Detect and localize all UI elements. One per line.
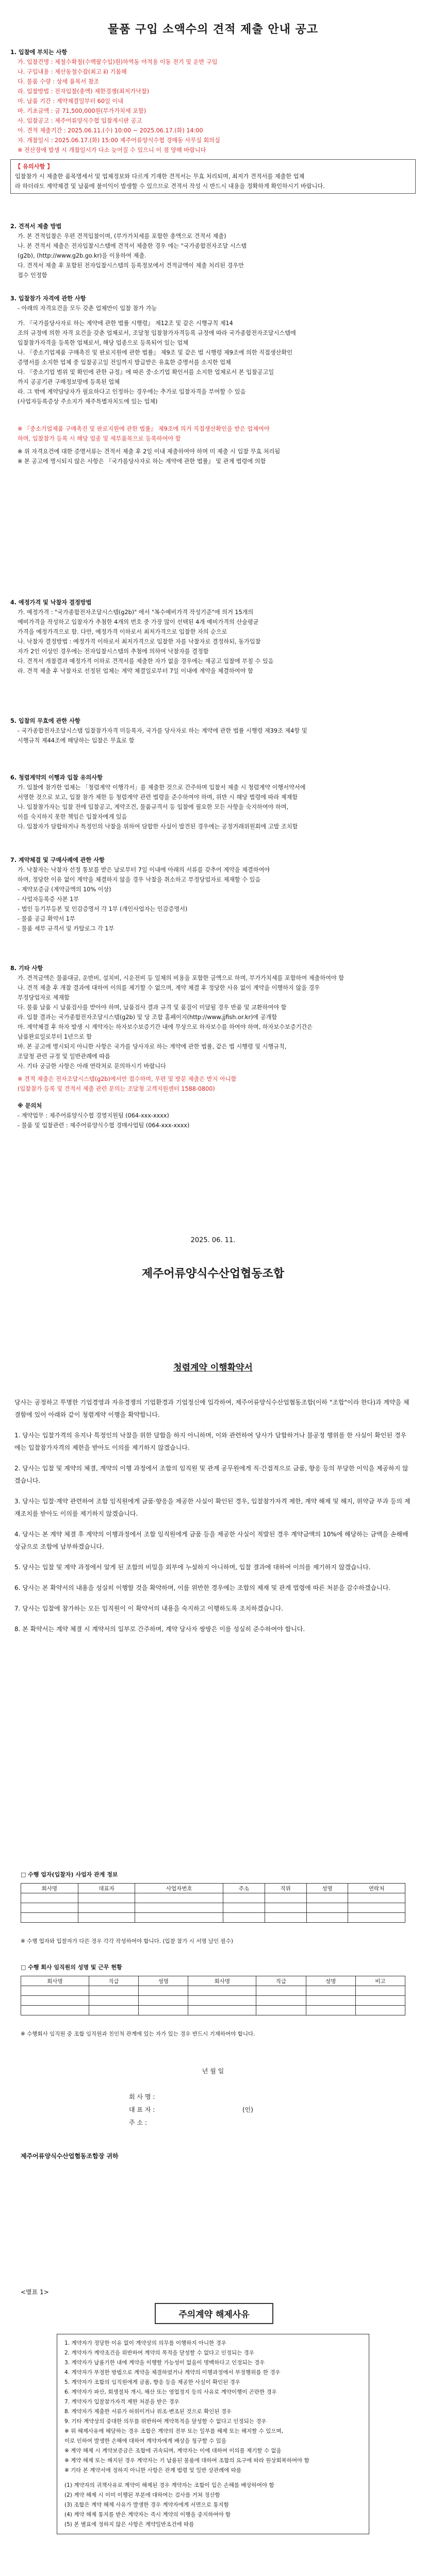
- notice-line: 아. 견적 제출기간 : 2025.06.11.(수) 10:00 ~ 2025.06.17.(화) 14:00: [18, 127, 203, 134]
- table-cell[interactable]: [265, 1903, 306, 1913]
- section-4: [10, 598, 416, 676]
- notice-line: 접수 인정함: [18, 272, 47, 279]
- contact-lines: [18, 1111, 416, 1130]
- annex-item: ※ 기타 본 계약서에 정하지 아니한 사항은 관계 법령 및 일반 상관례에 따름: [64, 2467, 241, 2473]
- table-row: [21, 1913, 405, 1923]
- table-cell[interactable]: [135, 1903, 223, 1913]
- pledge-paragraph: 당사는 공정하고 투명한 기업경영과 자유경쟁의 기업환경과 기업정신에 입각하여, 제주어류양식수산업협동조합(이하 "조합"이라 한다)과 계약을 체결함에 있어 아래와 같이 청렴계약 이행을 확약합니다.: [14, 1399, 409, 1418]
- pledge-paragraph: 3. 당사는 입찰·계약 관련하여 조합 임직원에게 금품·향응을 제공한 사실이 확인된 경우, 입찰참가자격 제한, 계약 해제 및 해지, 위약금 부과 등의 제재조치를 받아도 이의를 제기하지 않겠습니다.: [14, 1498, 411, 1517]
- table-header-cell: 성명: [306, 1976, 355, 1986]
- table-cell[interactable]: [355, 1986, 405, 1996]
- annex-extra: [64, 2481, 362, 2530]
- contact-block: [10, 1101, 416, 1130]
- notice-line: 가. 본 견적입찰은 우편 견적입찰이며, (부가가치세를 포함한 총액으로 견적서 제출): [18, 233, 226, 240]
- section-3-lines: [10, 303, 416, 313]
- annex-item: 6. 계약자가 파산, 회생절차 개시, 해산 또는 영업정지 등의 사유로 계약이행이 곤란한 경우: [64, 2389, 277, 2395]
- pledge-paragraph: 7. 당사는 입찰에 참가하는 모든 임직원이 이 확약서의 내용을 숙지하고 이행하도록 조치하겠습니다.: [14, 1605, 283, 1612]
- table-header-cell: 직위: [265, 1884, 306, 1893]
- table-header-cell: 회사명: [188, 1976, 256, 1986]
- section-6-lines: [10, 783, 416, 832]
- s1-notice-box: [10, 159, 416, 194]
- table-1-body: [21, 1893, 405, 1923]
- section-4-lines: [10, 607, 416, 676]
- table-header-cell: 직급: [89, 1976, 138, 1986]
- section-5: [10, 716, 416, 745]
- s1-notice-head: 【 유의사항 】: [15, 163, 53, 170]
- table-cell[interactable]: [21, 1996, 89, 2006]
- notice-line: 까지 공공기관 구매정보망에 등록된 업체: [18, 379, 120, 385]
- section-3-extra: [10, 447, 416, 466]
- table-cell[interactable]: [139, 2006, 188, 2015]
- table-cell[interactable]: [89, 1986, 138, 1996]
- table-cell[interactable]: [188, 1986, 256, 1996]
- table-cell[interactable]: [348, 1913, 405, 1923]
- table-cell[interactable]: [256, 2006, 306, 2015]
- section-6: [10, 773, 416, 832]
- notice-red-line: 하며, 입찰참가 등록 시 해당 업종 및 세부품목으로 등록하여야 함: [18, 435, 181, 442]
- notice-line: - 법인 등기부등본 및 인감증명서 각 1부 (개인사업자는 인감증명서): [18, 906, 188, 912]
- pledge-paragraph: 6. 당사는 본 확약서의 내용을 성실히 이행할 것을 확약하며, 이를 위반한 경우에는 조합의 제재 및 관계 법령에 따른 처분을 감수하겠습니다.: [14, 1584, 391, 1591]
- annex-box: [57, 2334, 369, 2534]
- section-8-red: [10, 1074, 416, 1094]
- table-cell[interactable]: [139, 1996, 188, 2006]
- table-header-cell: 성명: [306, 1884, 348, 1893]
- table-cell[interactable]: [348, 1903, 405, 1913]
- notice-line: - 계약보증금 (계약금액의 10% 이상): [18, 886, 111, 893]
- notice-caution-line: 입찰참가 시 제출한 품목명세서 및 업체정보와 다르게 기재한 견적서는 무효 처리되며, 최저가 견적서를 제출한 업체: [15, 173, 305, 180]
- table-header-cell: 성명: [139, 1976, 188, 1986]
- notice-line: 자가 2인 이상인 경우에는 전자입찰시스템의 추첨에 의하여 낙찰자를 결정함: [18, 648, 209, 655]
- section-7: [10, 855, 416, 934]
- sign-rep: 대 표 자 :: [129, 2106, 155, 2113]
- contact-line: - 계약업무 : 제주어류양식수협 경영지원팀 (064-xxx-xxxx): [18, 1112, 169, 1119]
- table-cell[interactable]: [223, 1913, 265, 1923]
- annex-item: 3. 계약자가 납품기한 내에 계약을 이행할 가능성이 없음이 명백하다고 인정되는 경우: [64, 2360, 265, 2366]
- section-3-title: 3. 입찰참가 자격에 관한 사항: [10, 295, 86, 302]
- table-cell[interactable]: [265, 1913, 306, 1923]
- section-8-title: 8. 기타 사항: [10, 965, 43, 972]
- table-header-cell: 회사명: [21, 1976, 89, 1986]
- table-cell[interactable]: [256, 1996, 306, 2006]
- annex-item: 2. 계약자가 계약조건을 위반하여 계약의 목적을 달성할 수 없다고 인정되는 경우: [64, 2350, 254, 2356]
- notice-line: 가. 견적금액은 물품대금, 운반비, 설치비, 시운전비 등 일체의 비용을 포함한 금액으로 하며, 부가가치세를 포함하여 제출하여야 함: [18, 975, 345, 981]
- sign-seal: (인): [242, 2106, 253, 2113]
- annex-item: 이로 인하여 발생한 손해에 대하여 계약자에게 배상을 청구할 수 있음: [64, 2438, 227, 2444]
- notice-line: 하며, 정당한 이유 없이 계약을 체결하지 않을 경우 낙찰을 취소하고 부정당업자로 제재할 수 있음: [18, 876, 261, 883]
- table-cell[interactable]: [21, 1986, 89, 1996]
- table-cell[interactable]: [188, 1996, 256, 2006]
- notice-line: 다. 견적서 제출 후 포함된 전자입찰시스템의 등록정보에서 견적금액이 제출 처리된 경우만: [18, 262, 244, 269]
- table-cell[interactable]: [306, 1913, 348, 1923]
- section-3-red: [10, 424, 416, 444]
- notice-line: 라. 입찰방법 : 전자입찰(총액) 제한경쟁(최저가낙찰): [18, 88, 150, 95]
- pledge-to: 제주어류양식수산업협동조합장 귀하: [21, 2153, 119, 2160]
- notice-line: 다. 물품 수량 : 상세 품목서 참조: [18, 78, 100, 85]
- notice-date: 2025. 06. 11.: [190, 1236, 236, 1244]
- notice-line: 다. 물품 납품 시 납품검사를 받아야 하며, 납품검사 결과 규격 및 품질이 미달될 경우 반품 및 교환하여야 함: [18, 1004, 287, 1011]
- table-cell[interactable]: [306, 1903, 348, 1913]
- table-2-body: [21, 1986, 405, 2015]
- annex-extra-line: (5) 본 별표에 정하지 않은 사항은 계약일반조건에 따름: [64, 2521, 194, 2528]
- notice-line: 가. 입찰건명 : 제철수확철(수백팔수입)원)하역동 야적용 이동 전기 및 운반 구입: [18, 59, 218, 65]
- table-cell[interactable]: [223, 1893, 265, 1903]
- annex-extra-line: (2) 계약 해제 시 이미 이행된 부분에 대하여는 검사를 거쳐 정산함: [64, 2492, 220, 2498]
- notice-line: 시행규칙 제44조에 해당하는 입찰은 무효로 함: [18, 737, 135, 744]
- table-cell[interactable]: [306, 1986, 355, 1996]
- table-cell[interactable]: [78, 1893, 135, 1903]
- notice-line: 조달청 관련 규정 및 일반관례에 따름: [18, 1053, 110, 1060]
- table-cell[interactable]: [355, 1996, 405, 2006]
- notice-line: 입찰참가자격을 등록한 업체로서, 해당 업종으로 등록되어 있는 업체: [18, 340, 189, 346]
- annex-item: ※ 위 해제사유에 해당하는 경우 조합은 계약의 전부 또는 일부를 해제 또는 해지할 수 있으며,: [64, 2428, 284, 2434]
- table-cell[interactable]: [306, 2006, 355, 2015]
- notice-line: - 물품 공급 확약서 1부: [18, 916, 75, 922]
- table-cell[interactable]: [188, 2006, 256, 2015]
- notice-line: 증명서를 소지한 업체 중 입찰공고일 전일까지 발급받은 유효한 증명서를 소지한 업체: [18, 359, 231, 366]
- pledge-paragraph: 1. 당사는 입찰가격의 유지나 특정인의 낙찰을 위한 담합을 하지 아니하며, 이와 관련하여 당사가 담합하거나 불공정 행위를 한 사실이 확인된 경우에는 입찰참가자격의 제한을 받아도 이의를 제기하지 않겠습니다.: [14, 1432, 407, 1451]
- section-8-lines: [10, 973, 416, 1071]
- notice-line: ※ 본 공고에 명시되지 않은 사항은 『국가를당사자로 하는 계약에 관한 법률』 및 관계 법령에 의함: [18, 458, 266, 465]
- notice-line: 나. 구입내용 : 제산동철수잡(최고 ⅱ) 기몸해: [18, 69, 127, 75]
- notice-line: - 국가종합전자조달시스템 입찰참가자격 미등록자, 국가를 당사자로 하는 계약에 관한 법률 시행령 제39조 제4항 및: [18, 727, 307, 734]
- notice-line: 이를 숙지하지 못한 책임은 입찰자에게 있음: [18, 814, 127, 820]
- annex-extra-line: (3) 조합은 계약 해제 사유가 발생한 경우 계약자에게 서면으로 통지함: [64, 2502, 229, 2508]
- table-cell[interactable]: [256, 1986, 306, 1996]
- notice-line: 서명한 것으로 보고, 입찰 참가 제한 등 청렴계약 관련 법령을 준수하여야 하며, 위반 시 해당 법령에 따라 제재함: [18, 794, 298, 801]
- notice-red-line: (입찰참가 등록 및 견적서 제출 관련 문의는 조달청 고객지원센터 1588-0800): [18, 1086, 215, 1092]
- table-cell[interactable]: [21, 1913, 78, 1923]
- table-cell[interactable]: [78, 1913, 135, 1923]
- table-row: [21, 1903, 405, 1913]
- table-2-label: □ 수행 회사 임직원의 성명 및 근무 현황: [21, 1964, 122, 1971]
- section-1: [10, 47, 416, 194]
- table-header-cell: 직급: [256, 1976, 306, 1986]
- section-5-title: 5. 입찰의 무효에 관한 사항: [10, 718, 80, 724]
- annex-item: 5. 계약자가 조합의 임직원에게 금품, 향응 등을 제공한 사실이 확인된 경우: [64, 2379, 240, 2385]
- contact-head: ※ 문의처: [18, 1103, 42, 1109]
- annex-items: [64, 2338, 362, 2476]
- pledge-paragraph: 8. 본 확약서는 계약 체결 시 계약서의 일부로 간주하며, 계약 당사자 쌍방은 이를 성실히 준수하여야 합니다.: [14, 1625, 305, 1633]
- notice-line: 라. 입찰 결과는 국가종합전자조달시스템(g2b) 및 당 조합 홈페이지(http://www.jjfish.or.kr)에 공개함: [18, 1014, 277, 1021]
- notice-line: ※ 전산장애 발생 시 개찰일시가 다소 늦어질 수 있으니 이 점 양해 바랍니다: [18, 147, 206, 154]
- annex-item: 7. 계약자가 입찰참가자격 제한 처분을 받은 경우: [64, 2399, 179, 2405]
- annex-item: 8. 계약자가 제출한 서류가 허위이거나 위조·변조된 것으로 확인된 경우: [64, 2409, 232, 2415]
- notice-line: 나. 본 견적서 제출은 전자입찰시스템에 견적서 제출한 경우 에는 "국가종합전자조달 시스템: [18, 243, 247, 249]
- notice-line: (사업자등록증상 주소지가 제주특별자치도에 있는 업체): [18, 398, 158, 405]
- section-1-title: 1. 입찰에 부치는 사항: [10, 49, 68, 56]
- notice-line: (g2b), (http://www.g2b.go.kr)을 이용하여 제출.: [18, 252, 146, 259]
- table-1-header: [21, 1884, 405, 1893]
- pledge-title: 청렴계약 이행확약서: [173, 1363, 253, 1373]
- sign-addr: 주 소 :: [129, 2119, 147, 2126]
- table-header-cell: 주소: [223, 1884, 265, 1893]
- annex-item: 4. 계약자가 부정한 방법으로 계약을 체결하였거나 계약의 이행과정에서 부정행위를 한 경우: [64, 2369, 281, 2376]
- table-cell[interactable]: [89, 1996, 138, 2006]
- table-cell[interactable]: [223, 1903, 265, 1913]
- table-header-cell: 사업자번호: [135, 1884, 223, 1893]
- notice-line: 바. 본 공고에 명시되지 아니한 사항은 국가를 당사자로 하는 계약에 관한 법률, 같은 법 시행령 및 시행규칙,: [18, 1043, 287, 1050]
- table-1-note: ※ 수행 업자와 입찰자가 다른 경우 각각 작성하여야 합니다. (입찰 참가 시 서명 날인 필수): [21, 1938, 233, 1944]
- section-7-title: 7. 계약체결 및 구매사례에 관한 사항: [10, 857, 105, 863]
- notice-red-line: ※ 『중소기업제품 구매촉진 및 판로지원에 관한 법률』 제9조에 의거 직접생산확인을 받은 업체여야: [18, 426, 270, 432]
- s1-notice-lines: [15, 172, 411, 191]
- table-cell[interactable]: [89, 2006, 138, 2015]
- table-1: [21, 1883, 405, 1923]
- notice-line: 다. 입찰자가 담합하거나 특정인의 낙찰을 위하여 담합한 사실이 발견된 경우에는 공정거래위원회에 고발 조치함: [18, 823, 298, 830]
- section-3: [10, 294, 416, 466]
- table-cell[interactable]: [139, 1986, 188, 1996]
- section-4-title: 4. 예정가격 및 낙찰자 결정방법: [10, 599, 92, 606]
- annex-item: 9. 기타 계약상의 중대한 의무를 위반하여 계약목적을 달성할 수 없다고 인정되는 경우: [64, 2418, 267, 2425]
- table-cell[interactable]: [78, 1903, 135, 1913]
- notice-line: 나. 견적 제출 후 개찰 결과에 대하여 이의를 제기할 수 없으며, 계약 체결 후 정당한 사유 없이 계약을 이행하지 않을 경우: [18, 985, 320, 991]
- notice-line: 바. 기초금액 : 금 71,500,000원(부가가치세 포함): [18, 108, 146, 114]
- notice-line: 라. 그 밖에 계약담당자가 필요하다고 인정하는 경우에는 추가로 입찰자격을 부여할 수 있음: [18, 388, 246, 395]
- table-2-note: ※ 수행회사 임직원 중 조합 임직원과 친인척 관계에 있는 자가 있는 경우 반드시 기재하여야 합니다.: [21, 2031, 255, 2037]
- annex-item: ※ 계약 해제 또는 해지된 경우 계약자는 기 납품된 물품에 대하여 조합의 요구에 따라 원상회복하여야 함: [64, 2458, 309, 2464]
- notice-line: 나. 입찰참가자는 입찰 전에 입찰공고, 계약조건, 물품규격서 등 입찰에 필요한 모든 사항을 숙지하여야 하며,: [18, 804, 289, 810]
- table-2: [21, 1976, 405, 2015]
- table-cell[interactable]: [348, 1893, 405, 1903]
- notice-org: 제주어류양식수산업협동조합: [141, 1267, 285, 1280]
- notice-line: 나. 낙찰자 결정방법 : 예정가격 이하로서 최저가격으로 입찰한 자를 낙찰자로 결정하되, 동가입찰: [18, 638, 261, 645]
- annex-extra-line: (1) 계약자의 귀책사유로 계약이 해제된 경우 계약자는 조합이 입은 손해를 배상하여야 함: [64, 2482, 274, 2488]
- table-cell[interactable]: [21, 1893, 78, 1903]
- table-1-label: □ 수행 업자(입찰자) 사업자 관계 정보: [21, 1871, 118, 1878]
- section-1-lines: [10, 57, 416, 155]
- table-cell[interactable]: [265, 1893, 306, 1903]
- section-2-title: 2. 견적서 제출 방법: [10, 223, 62, 230]
- notice-line: 가격을 예정가격으로 함. 다만, 예정가격 이하로서 최저가격으로 입찰한 자의 순으로: [18, 629, 227, 635]
- notice-red-line: ※ 견적 제출은 전자조달시스템(g2b)에서만 접수하며, 우편 및 방문 제출은 받지 아니함: [18, 1076, 237, 1082]
- section-7-lines: [10, 865, 416, 934]
- table-row: [21, 1893, 405, 1903]
- notice-line: 자. 개찰일시 : 2025.06.17.(화) 15:00 제주어류양식수협 경매동 사무실 회의실: [18, 137, 220, 144]
- table-cell[interactable]: [306, 1893, 348, 1903]
- table-cell[interactable]: [355, 2006, 405, 2015]
- pledge-paragraph: 4. 당사는 본 계약 체결 후 계약의 이행과정에서 조합 임직원에게 금품 등을 제공한 사실이 적발된 경우 계약금액의 10%에 해당하는 금액을 손해배상금으로 조합에 납부하겠습니다.: [14, 1531, 408, 1550]
- table-header-cell: 회사명: [21, 1884, 78, 1893]
- notice-line: 다. 『중소기업 범위 및 확인에 관한 규정』에 따른 중·소기업 확인서를 소지한 업체로서 본 입찰공고일: [18, 369, 274, 376]
- table-2-header: [21, 1976, 405, 1986]
- table-cell[interactable]: [21, 1903, 78, 1913]
- section-5-lines: [10, 726, 416, 745]
- pledge-date-line: 년 월 일: [202, 2067, 224, 2075]
- pledge-paragraphs: [14, 1396, 412, 1643]
- section-8: [10, 963, 416, 1130]
- table-cell[interactable]: [21, 2006, 89, 2015]
- notice-caution-line: 라 하더라도 계약체결 및 납품에 불이익이 발생할 수 있으므로 견적서 작성 시 반드시 내용을 정확하게 확인하시기 바랍니다.: [15, 183, 325, 190]
- annex-extra-line: (4) 계약 해제 통지를 받은 계약자는 즉시 계약의 이행을 중지하여야 함: [64, 2512, 231, 2518]
- table-header-cell: 비고: [355, 1976, 405, 1986]
- table-row: [21, 1996, 405, 2006]
- notice-line: 조의 규정에 의한 자격 요건을 갖춘 업체로서, 조달청 입찰참가자격등록 규정에 따라 국가종합전자조달시스템에: [18, 330, 296, 336]
- notice-line: - 아래의 자격요건을 모두 갖춘 업체만이 입찰 참가 가능: [18, 305, 157, 312]
- notice-line: 사. 입찰공고 : 제주어류양식수협 입찰게시판 공고: [18, 117, 142, 124]
- table-header-cell: 연락처: [348, 1884, 405, 1893]
- table-cell[interactable]: [135, 1913, 223, 1923]
- annex-title: 주의계약 해제사유: [155, 2303, 273, 2324]
- annex-label: <별표 1>: [21, 2289, 49, 2296]
- notice-line: 부정당업자로 제재함: [18, 994, 70, 1001]
- notice-line: 가. 예정가격 : "국가종합전자조달시스템(g2b)" 에서 "복수예비가격 작성기준"에 의거 15개의: [18, 609, 254, 616]
- table-header-cell: 대표자: [78, 1884, 135, 1893]
- notice-line: - 물품 세부 규격서 및 카탈로그 각 1부: [18, 925, 114, 932]
- annex-item: 1. 계약자가 정당한 이유 없이 계약상의 의무를 이행하지 아니한 경우: [64, 2340, 226, 2346]
- notice-line: 예비가격을 작성하고 입찰자가 추첨한 4개의 번호 중 가장 많이 선택된 4개 예비가격의 산술평균: [18, 619, 259, 625]
- notice-line: 다. 견적서 개찰결과 예정가격 이하로 견적서를 제출한 자가 없을 경우에는 재공고 입찰에 부칠 수 있음: [18, 658, 274, 665]
- notice-line: - 사업자등록증 사본 1부: [18, 896, 79, 903]
- notice-line: 가. 『국가를당사자로 하는 계약에 관한 법률 시행령』 제12조 및 같은 시행규칙 제14: [18, 320, 233, 327]
- sign-company: 회 사 명 :: [129, 2093, 155, 2100]
- notice-line: 사. 기타 궁금한 사항은 아래 연락처로 문의하시기 바랍니다: [18, 1063, 166, 1070]
- section-2: [10, 222, 416, 280]
- table-cell[interactable]: [135, 1893, 223, 1903]
- notice-line: 가. 입찰에 참가한 업체는 「청렴계약 이행각서」를 제출한 것으로 간주하며 입찰서 제출 시 청렴계약 이행서약서에: [18, 784, 306, 791]
- notice-line: 가. 낙찰자는 낙찰자 선정 통보를 받은 날로부터 7일 이내에 아래의 서류를 갖추어 계약을 체결하여야: [18, 867, 270, 873]
- section-6-title: 6. 청렴계약의 이행과 입찰 유의사항: [10, 774, 103, 781]
- pledge-paragraph: 2. 당사는 입찰 및 계약의 체결, 계약의 이행 과정에서 조합의 임직원 및 관계 공무원에게 직·간접적으로 금품, 향응 등의 부당한 이익을 제공하지 않겠습니다.: [14, 1465, 408, 1484]
- table-row: [21, 2006, 405, 2015]
- pledge-paragraph: 5. 당사는 입찰 및 계약 과정에서 알게 된 조합의 비밀을 외부에 누설하지 아니하며, 입찰 결과에 대하여 이의를 제기하지 않겠습니다.: [14, 1564, 371, 1571]
- notice-line: 라. 견적 제출 후 낙찰자로 선정된 업체는 계약 체결일로부터 7일 이내에 계약을 체결하여야 함: [18, 668, 253, 674]
- notice-line: ※ 위 자격요건에 대한 증명서류는 견적서 제출 후 2일 이내 제출하여야 하며 미 제출 시 입찰 무효 처리됨: [18, 448, 281, 455]
- table-row: [21, 1986, 405, 1996]
- notice-line: 납품완료일로부터 1년으로 함: [18, 1033, 92, 1040]
- notice-line: 마. 계약체결 후 하자 발생 시 계약자는 하자보수보증기간 내에 무상으로 하자보수를 하여야 하며, 하자보수보증기간은: [18, 1024, 313, 1030]
- annex-item: ※ 계약 해제 시 계약보증금은 조합에 귀속되며, 계약자는 이에 대하여 이의를 제기할 수 없음: [64, 2448, 282, 2454]
- section-2-lines: [10, 231, 416, 280]
- table-cell[interactable]: [306, 1996, 355, 2006]
- contact-line: - 물품 및 입찰관련 : 제주어류양식수협 경매사업팀 (064-xxx-xxxx): [18, 1122, 190, 1129]
- section-3-detail: [10, 318, 416, 406]
- notice-title: 물품 구입 소액수의 견적 제출 안내 공고: [108, 23, 318, 36]
- notice-line: 나. 『중소기업제품 구매촉진 및 판로지원에 관한 법률』 제9조 및 같은 법 시행령 제9조에 의한 직접생산확인: [18, 349, 293, 356]
- notice-line: 마. 납품 기간 : 계약체결일부터 60일 이내: [18, 98, 124, 105]
